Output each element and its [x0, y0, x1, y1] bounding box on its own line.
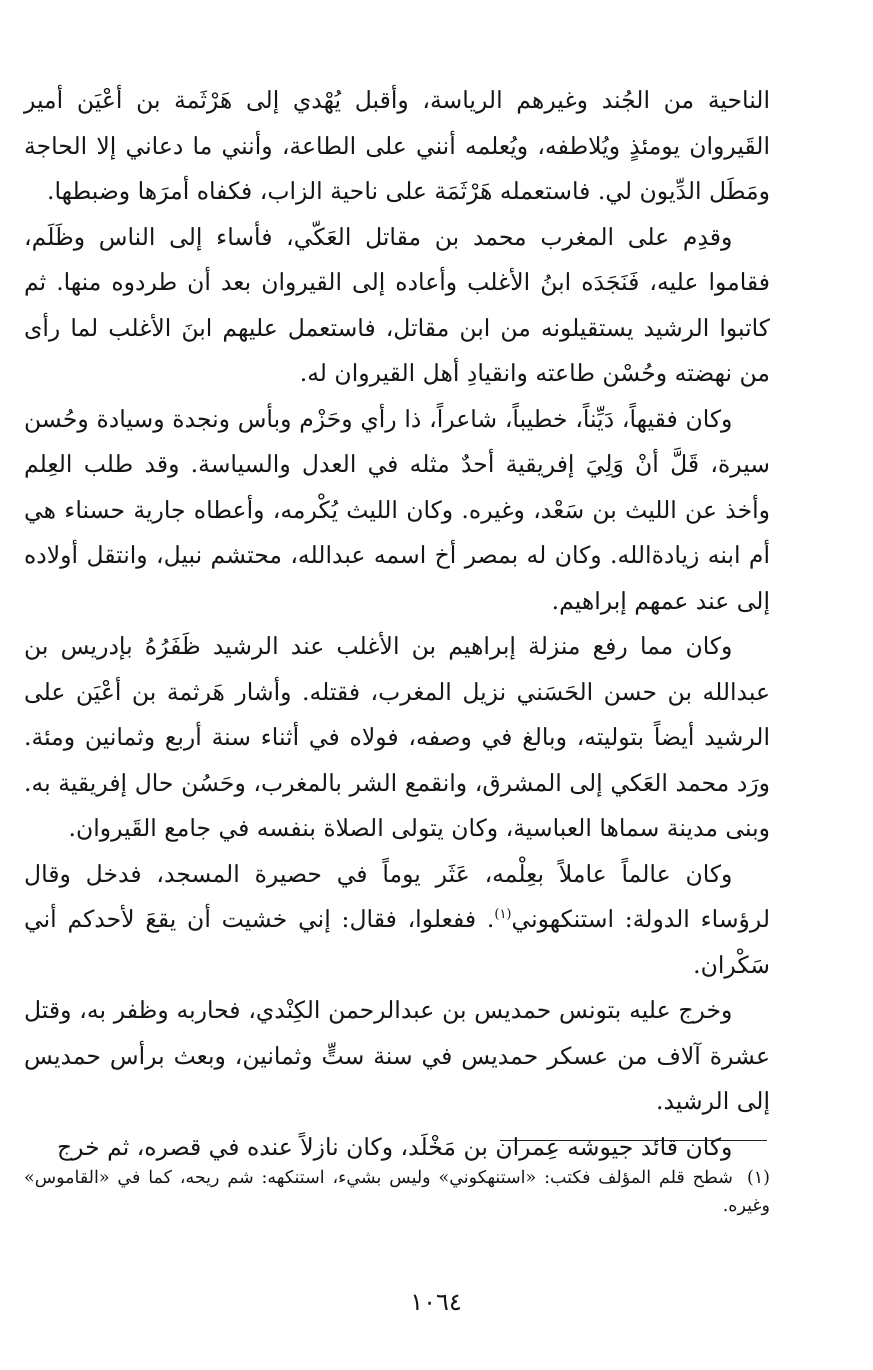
footnote-reference: (١) [494, 907, 512, 923]
paragraph-5-text-a: وكان عالماً عاملاً بعِلْمه، عَثَر يوماً في حصيرة المسجد، فدخل وقال لرؤساء الدولة: استنكهوني [24, 859, 770, 933]
footnote-text: شطح قلم المؤلف فكتب: «استنهكوني» وليس بشيء، استنكهه: شم ريحه، كما في «القاموس» وغيره. [24, 1168, 770, 1216]
paragraph-5 [24, 852, 770, 989]
paragraph-2: وقدِم على المغرب محمد بن مقاتل العَكّي، فأساء إلى الناس وظَلَم، فقاموا عليه، فَنَجَدَه ابنُ الأغلب وأعاده إلى القيروان بعد أن طردوه منها. ثم كاتبوا الرشيد يستقيلونه من ابن مقاتل، فاستعمل عليهم ابنَ الأغلب لما رأى من نهضته وحُسْن طاعته وانقيادِ أهل القيروان له. [24, 222, 770, 387]
paragraph-1: الناحية من الجُند وغيرهم الرياسة، وأقبل يُهْدي إلى هَرْثَمة بن أعْيَن أمير القَيروان يومئذٍ ويُلاطفه، ويُعلمه أنني على الطاعة، وأنني ما دعاني إلا الحاجة ومَطَل الدِّيون لي. فاستعمله هَرْثَمَة على ناحية الزاب، فكفاه أمرَها وضبطها. [24, 86, 770, 205]
footnote-number: (١) [746, 1168, 770, 1188]
paragraph-6: وخرج عليه بتونس حمديس بن عبدالرحمن الكِنْدي، فحاربه وظفر به، وقتل عشرة آلاف من عسكر حمديس في سنة ستٍّ وثمانين، وبعث برأس حمديس إلى الرشيد. [24, 996, 770, 1115]
paragraph-4: وكان مما رفع منزلة إبراهيم بن الأغلب عند الرشيد ظَفَرُهُ بإدريس بن عبدالله بن حسن الحَسَني نزيل المغرب، فقتله. وأشار هَرثمة بن أعْيَن على الرشيد أيضاً بتوليته، وبالغ في وصفه، فولاه في أثناء سنة أربع وثمانين ومئة. ورَد محمد العَكي إلى المشرق، وانقمع الشر بالمغرب، وحَسُن حال إفريقية به. وبنى مدينة سماها العباسية، وكان يتولى الصلاة بنفسه في جامع القَيروان. [24, 632, 770, 842]
footnote [24, 1164, 770, 1220]
paragraph-5-text-b: . ففعلوا، فقال: إني خشيت أن يقعَ لأحدكم أني سَكْران. [24, 905, 770, 979]
footnote-divider [500, 1140, 767, 1141]
paragraph-7: وكان قائد جيوشه عِمران بن مَخْلَد، وكان نازلاً عنده في قصره، ثم خرج [56, 1132, 733, 1161]
page-number: ١٠٦٤ [410, 1288, 462, 1316]
main-text [24, 78, 770, 1170]
paragraph-3: وكان فقيهاً، دَيِّناً، خطيباً، شاعراً، ذا رأي وحَزْم وبأس ونجدة وسيادة وحُسن سيرة، قَلَّ أنْ وَلِيَ إفريقية أحدٌ مثله في العدل والسياسة. وقد طلب العِلم وأخذ عن الليث بن سَعْد، وغيره. وكان الليث يُكْرمه، وأعطاه جارية حسناء هي أم ابنه زيادةالله. وكان له بمصر أخ اسمه عبدالله، محتشم نبيل، وانتقل أولاده إلى عند عمهم إبراهيم. [24, 404, 770, 615]
